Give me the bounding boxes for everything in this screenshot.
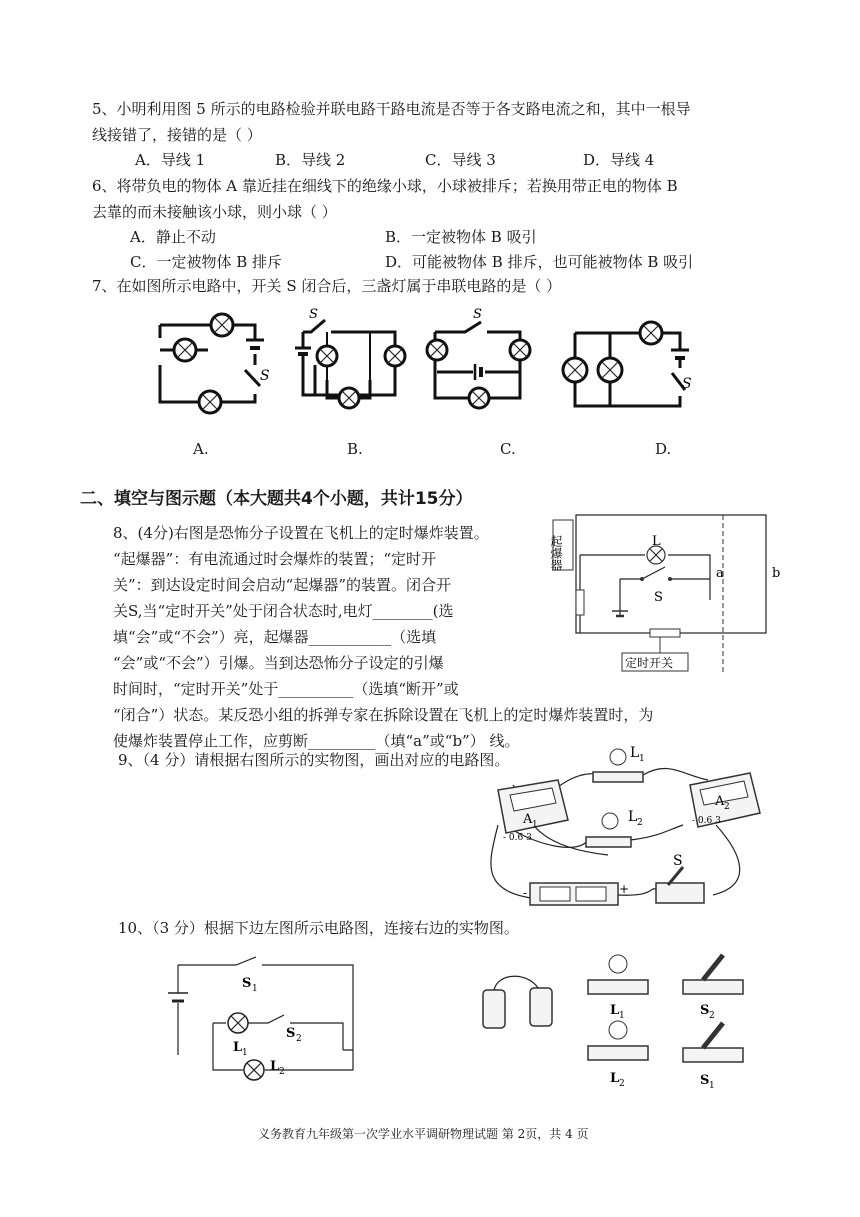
q8-line1: 8、(4分)右图是恐怖分子设置在飞机上的定时爆炸装置。 <box>113 524 489 542</box>
svg-text:1: 1 <box>639 754 645 764</box>
q7-line1: 7、在如图所示电路中，开关 S 闭合后，三盏灯属于串联电路的是（ ） <box>92 277 562 295</box>
q6-line1: 6、将带负电的物体 A 靠近挂在细线下的绝缘小球，小球被排斥；若换用带正电的物体 B <box>92 177 678 195</box>
svg-text:S: S <box>286 1026 296 1041</box>
svg-text:2: 2 <box>619 1079 625 1089</box>
svg-text:L: L <box>233 1040 243 1055</box>
switch-s2-component <box>683 955 743 1021</box>
q8-wire-a-label: a <box>716 566 724 581</box>
q5-line2: 线接错了，接错的是（ ） <box>92 126 262 144</box>
svg-text:L: L <box>630 745 640 761</box>
q8-lamp-label: L <box>652 534 661 549</box>
q8-timer-label: 定时开关 <box>625 656 674 670</box>
q9-figure <box>468 745 768 915</box>
svg-text:2: 2 <box>296 1034 302 1044</box>
svg-text:L: L <box>628 809 638 825</box>
q8-line9: 使爆炸装置停止工作，应剪断_________（填“a”或“b”） 线。 <box>113 732 520 750</box>
svg-text:2: 2 <box>724 802 730 812</box>
section-title: 二、填空与图示题（本大题共4个小题，共计15分） <box>80 489 473 509</box>
q7-label-d: D. <box>655 440 672 458</box>
q8-switch-label: S <box>654 590 663 605</box>
svg-text:L: L <box>610 1003 620 1018</box>
bulb-l2-component <box>588 1021 648 1089</box>
q7-label-a: A. <box>193 440 209 458</box>
svg-text:1: 1 <box>619 1011 625 1021</box>
switch-s1-component <box>683 1023 743 1091</box>
q7-a-switch-label: S <box>260 368 270 384</box>
q10-components <box>478 950 768 1100</box>
page-footer: 义务教育九年级第一次学业水平调研物理试题 第 2页，共 4 页 <box>258 1127 589 1141</box>
svg-text:S: S <box>700 1073 710 1088</box>
q7-circuit-c <box>425 307 535 410</box>
battery-cells <box>483 976 552 1028</box>
q8-line8: “闭合”）状态。某反恐小组的拆弹专家在拆除设置在飞机上的定时爆炸装置时，为 <box>113 706 654 724</box>
svg-text:1: 1 <box>532 820 538 830</box>
q8-line5: 填“会”或“不会”）亮，起爆器___________（选填 <box>113 628 437 646</box>
q5-option-c: C．导线 3 <box>425 151 496 169</box>
q7-circuit-a <box>150 310 270 410</box>
ammeter-a1 <box>498 780 568 843</box>
svg-text:A: A <box>523 812 533 827</box>
battery-pack <box>523 882 629 905</box>
q8-line7: 时间时，“定时开关”处于__________（选填“断开”或 <box>113 680 459 698</box>
q10-text: 10、（3 分）根据下边左图所示电路图，连接右边的实物图。 <box>118 919 519 937</box>
q6-line2: 去靠的而未接触该小球，则小球（ ） <box>92 203 337 221</box>
q8-detonator-label: 起爆器 <box>549 535 563 571</box>
ammeter-a2 <box>690 773 760 827</box>
q5-option-a: A．导线 1 <box>135 151 206 169</box>
q10-s1-label: S <box>242 976 252 991</box>
svg-text:1: 1 <box>709 1081 715 1091</box>
svg-text:1: 1 <box>242 1048 248 1058</box>
svg-text:+: + <box>619 882 630 896</box>
q5-option-b: B．导线 2 <box>275 151 346 169</box>
q5-option-d: D．导线 4 <box>583 151 655 169</box>
q6-option-b: B．一定被物体 B 吸引 <box>385 228 537 246</box>
q5-line1: 5、小明利用图 5 所示的电路检验并联电路干路电流是否等于各支路电流之和，其中一根导 <box>92 100 691 118</box>
q7-label-b: B. <box>347 440 363 458</box>
q8-wire-b-label: b <box>772 566 781 581</box>
q8-line3: 关”：到达设定时间会启动“起爆器”的装置。闭合开 <box>113 576 452 594</box>
svg-text:L: L <box>610 1071 620 1086</box>
q8-line4: 关S,当“定时开关”处于闭合状态时,电灯________(选 <box>113 602 454 620</box>
q8-line6: “会”或“不会”）引爆。当到达恐怖分子设定的引爆 <box>113 654 444 672</box>
q7-label-c: C. <box>500 440 516 458</box>
svg-text:- 0.6 3: - 0.6 3 <box>503 833 532 843</box>
svg-text:2: 2 <box>709 1011 715 1021</box>
bulb-l1-component <box>588 955 648 1021</box>
svg-text:- 0.6 3: - 0.6 3 <box>692 816 721 826</box>
q7-circuit-d <box>565 318 690 413</box>
svg-text:2: 2 <box>637 818 643 828</box>
q7-circuit-b <box>295 307 405 410</box>
bulb-l2 <box>586 809 643 847</box>
switch-s <box>656 853 704 903</box>
q6-option-a: A．静止不动 <box>130 228 216 246</box>
q10-circuit-diagram <box>168 955 368 1090</box>
q6-option-d: D．可能被物体 B 排斥，也可能被物体 B 吸引 <box>385 253 694 271</box>
q6-option-c: C．一定被物体 B 排斥 <box>130 253 283 271</box>
q7-d-switch-label: S <box>682 376 692 392</box>
q9-text: 9、（4 分）请根据右图所示的实物图，画出对应的电路图。 <box>118 751 510 769</box>
q8-line2: “起爆器”：有电流通过时会爆炸的装置；“定时开 <box>113 550 437 568</box>
svg-text:A: A <box>715 794 725 809</box>
svg-text:1: 1 <box>252 984 258 994</box>
svg-text:2: 2 <box>279 1067 285 1077</box>
svg-text:L: L <box>270 1059 280 1074</box>
svg-text:S: S <box>700 1003 710 1018</box>
q8-figure <box>550 515 780 680</box>
bulb-l1 <box>593 745 645 782</box>
svg-text:S: S <box>673 853 683 869</box>
svg-text:-: - <box>523 886 528 900</box>
q7-b-switch-label: S <box>309 307 318 322</box>
q7-c-switch-label: S <box>473 307 482 322</box>
